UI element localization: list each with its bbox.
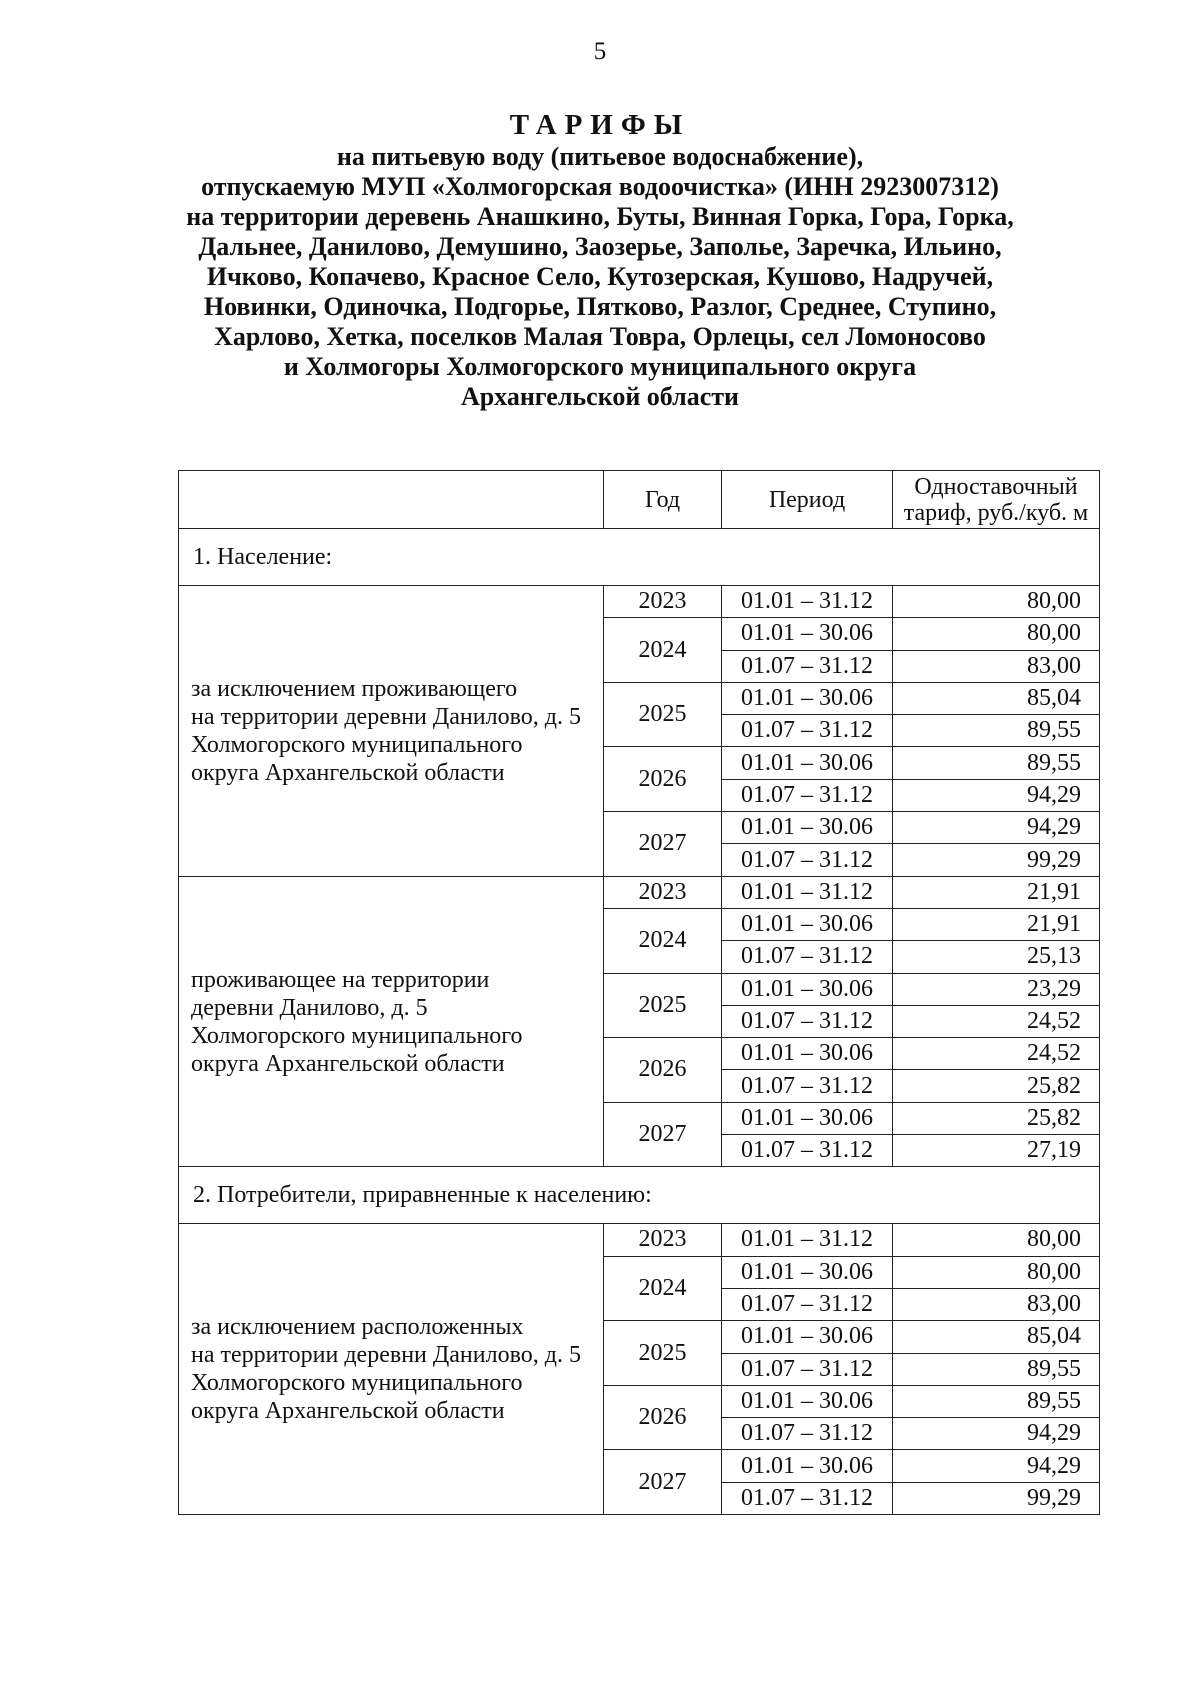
description-line: округа Архангельской области: [191, 759, 505, 786]
document-title: ТАРИФЫ: [509, 109, 691, 141]
year-cell: 2026: [604, 1385, 722, 1450]
description-line: Холмогорского муниципального: [191, 1370, 523, 1397]
consumer-description: [179, 586, 604, 877]
description-line: Холмогорского муниципального: [191, 731, 523, 758]
tariff-cell: 21,91: [893, 876, 1100, 908]
table-row: [179, 586, 1100, 618]
description-line: за исключением проживающего: [191, 675, 518, 702]
header-line: и Холмогоры Холмогорского муниципального округа: [283, 352, 917, 381]
page-number: 5: [593, 38, 607, 65]
description-line: Холмогорского муниципального: [191, 1022, 523, 1049]
year-cell: 2024: [604, 618, 722, 683]
header-tariff: [893, 471, 1100, 529]
header-period: Период: [722, 471, 893, 529]
year-cell: 2027: [604, 1102, 722, 1167]
year-cell: 2025: [604, 682, 722, 747]
section-title: 2. Потребители, приравненные к населению:: [179, 1167, 1100, 1224]
tariff-cell: 80,00: [893, 586, 1100, 618]
year-cell: 2027: [604, 812, 722, 877]
period-cell: 01.01 – 30.06: [722, 747, 893, 779]
year-cell: 2027: [604, 1450, 722, 1515]
description-line: округа Архангельской области: [191, 1398, 505, 1425]
header-line: отпускаемую МУП «Холмогорская водоочистка» (ИНН 2923007312): [201, 172, 999, 201]
tariff-cell: 85,04: [893, 682, 1100, 714]
table-row: [179, 1224, 1100, 1256]
header-line: Ичково, Копачево, Красное Село, Кутозерская, Кушово, Надручей,: [206, 262, 994, 291]
section-row: [179, 529, 1100, 586]
period-cell: 01.01 – 30.06: [722, 973, 893, 1005]
tariff-cell: 24,52: [893, 1038, 1100, 1070]
tariff-cell: 94,29: [893, 779, 1100, 811]
description-line: округа Архангельской области: [191, 1050, 505, 1077]
header-year: Год: [604, 471, 722, 529]
tariff-cell: 94,29: [893, 812, 1100, 844]
period-cell: 01.01 – 31.12: [722, 876, 893, 908]
period-cell: 01.01 – 30.06: [722, 682, 893, 714]
header-line: Дальнее, Данилово, Демушино, Заозерье, Заполье, Заречка, Ильино,: [198, 232, 1002, 261]
period-cell: 01.07 – 31.12: [722, 715, 893, 747]
table-header-row: [179, 471, 1100, 529]
tariff-cell: 83,00: [893, 1288, 1100, 1320]
period-cell: 01.01 – 30.06: [722, 618, 893, 650]
year-cell: 2026: [604, 1038, 722, 1103]
header-line: Новинки, Одиночка, Подгорье, Пятково, Разлог, Среднее, Ступино,: [203, 292, 997, 321]
tariff-cell: 99,29: [893, 1482, 1100, 1514]
description-line: на территории деревни Данилово, д. 5: [191, 1342, 581, 1369]
header-line: на питьевую воду (питьевое водоснабжение),: [336, 142, 864, 171]
tariff-cell: 23,29: [893, 973, 1100, 1005]
year-cell: 2024: [604, 908, 722, 973]
tariff-cell: 94,29: [893, 1418, 1100, 1450]
tariff-cell: 25,82: [893, 1102, 1100, 1134]
period-cell: 01.07 – 31.12: [722, 1418, 893, 1450]
year-cell: 2023: [604, 876, 722, 908]
tariff-cell: 94,29: [893, 1450, 1100, 1482]
period-cell: 01.01 – 30.06: [722, 812, 893, 844]
period-cell: 01.01 – 30.06: [722, 1102, 893, 1134]
section-row: [179, 1167, 1100, 1224]
table-row: [179, 876, 1100, 908]
period-cell: 01.01 – 30.06: [722, 1385, 893, 1417]
period-cell: 01.07 – 31.12: [722, 1135, 893, 1167]
tariff-cell: 25,82: [893, 1070, 1100, 1102]
description-line: за исключением расположенных: [191, 1314, 524, 1341]
year-cell: 2023: [604, 586, 722, 618]
period-cell: 01.07 – 31.12: [722, 1482, 893, 1514]
tariff-cell: 89,55: [893, 1385, 1100, 1417]
period-cell: 01.01 – 31.12: [722, 586, 893, 618]
year-cell: 2025: [604, 1321, 722, 1386]
document-header: [100, 110, 1100, 412]
year-cell: 2025: [604, 973, 722, 1038]
header-line: Харлово, Хетка, поселков Малая Товра, Орлецы, сел Ломоносово: [214, 322, 986, 351]
period-cell: 01.01 – 30.06: [722, 1321, 893, 1353]
header-empty-cell: [179, 471, 604, 529]
tariff-cell: 89,55: [893, 715, 1100, 747]
period-cell: 01.01 – 31.12: [722, 1224, 893, 1256]
period-cell: 01.07 – 31.12: [722, 779, 893, 811]
period-cell: 01.01 – 30.06: [722, 1450, 893, 1482]
year-cell: 2024: [604, 1256, 722, 1321]
tariff-cell: 89,55: [893, 747, 1100, 779]
period-cell: 01.07 – 31.12: [722, 1288, 893, 1320]
consumer-description: [179, 876, 604, 1167]
period-cell: 01.07 – 31.12: [722, 1070, 893, 1102]
period-cell: 01.01 – 30.06: [722, 908, 893, 940]
tariff-cell: 89,55: [893, 1353, 1100, 1385]
period-cell: 01.01 – 30.06: [722, 1256, 893, 1288]
year-cell: 2023: [604, 1224, 722, 1256]
description-line: на территории деревни Данилово, д. 5: [191, 703, 581, 730]
table-body: [179, 529, 1100, 1515]
period-cell: 01.07 – 31.12: [722, 1353, 893, 1385]
tariff-cell: 27,19: [893, 1135, 1100, 1167]
period-cell: 01.01 – 30.06: [722, 1038, 893, 1070]
period-cell: 01.07 – 31.12: [722, 844, 893, 876]
tariff-cell: 83,00: [893, 650, 1100, 682]
tariff-cell: 80,00: [893, 618, 1100, 650]
tariff-cell: 80,00: [893, 1224, 1100, 1256]
tariff-table: [178, 470, 1100, 1515]
description-line: деревни Данилово, д. 5: [191, 994, 428, 1021]
tariff-cell: 24,52: [893, 1005, 1100, 1037]
tariff-cell: 25,13: [893, 941, 1100, 973]
year-cell: 2026: [604, 747, 722, 812]
tariff-cell: 99,29: [893, 844, 1100, 876]
period-cell: 01.07 – 31.12: [722, 650, 893, 682]
header-tariff-line: тариф, руб./куб. м: [903, 499, 1089, 526]
section-title: 1. Население:: [179, 529, 1100, 586]
period-cell: 01.07 – 31.12: [722, 941, 893, 973]
consumer-description: [179, 1224, 604, 1515]
header-line: на территории деревень Анашкино, Буты, Винная Горка, Гора, Горка,: [186, 202, 1014, 231]
description-line: проживающее на территории: [191, 966, 490, 993]
tariff-cell: 21,91: [893, 908, 1100, 940]
period-cell: 01.07 – 31.12: [722, 1005, 893, 1037]
tariff-cell: 80,00: [893, 1256, 1100, 1288]
header-tariff-line: Одноставочный: [914, 473, 1078, 500]
header-line: Архангельской области: [460, 382, 740, 411]
tariff-cell: 85,04: [893, 1321, 1100, 1353]
